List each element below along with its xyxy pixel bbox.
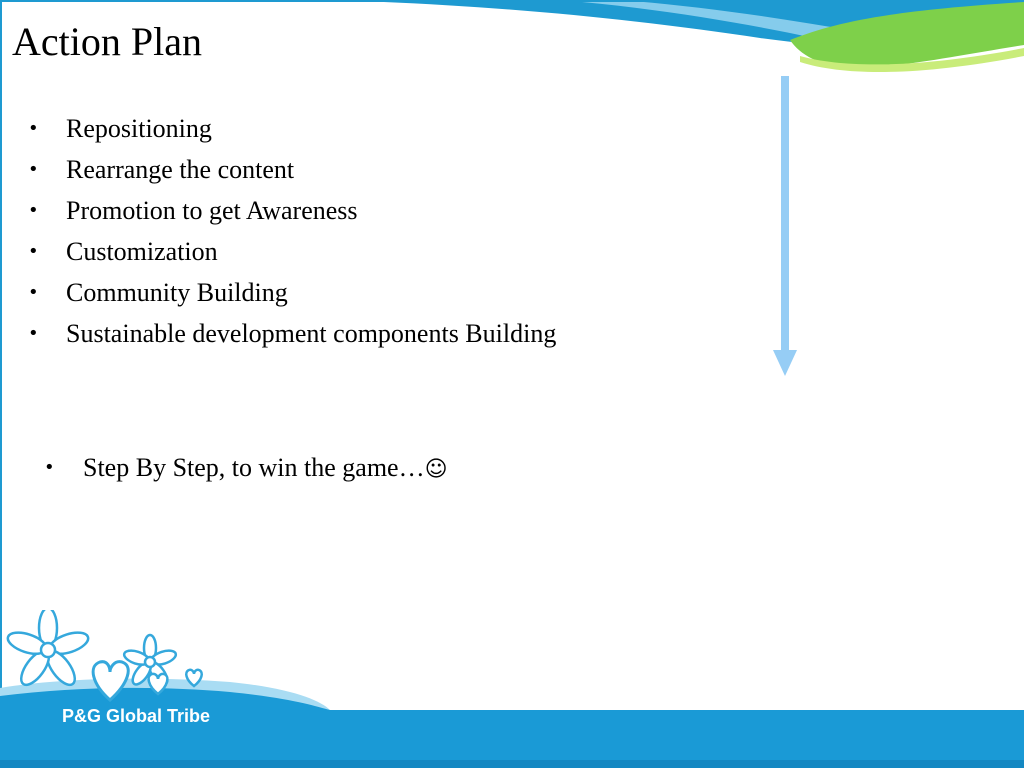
bullet-text: Rearrange the content	[66, 155, 295, 184]
bullet-item	[26, 272, 556, 313]
bullet-dot: •	[28, 241, 39, 262]
frame-top-border	[0, 0, 1024, 2]
flower-icon	[5, 610, 90, 689]
bullet-dot: •	[28, 200, 39, 221]
bullet-dot: •	[28, 118, 39, 139]
down-arrow-icon	[770, 76, 802, 378]
closing-bullet-list	[44, 450, 448, 488]
bullet-dot: •	[28, 282, 39, 303]
bullet-item	[26, 231, 556, 272]
bullet-text: Customization	[66, 237, 218, 266]
bullet-dot: •	[28, 323, 39, 344]
bullet-item	[26, 190, 556, 231]
bullet-dot: •	[44, 457, 55, 478]
bullet-item	[26, 313, 556, 354]
bullet-item	[26, 149, 556, 190]
closing-bullet-text: Step By Step, to win the game…	[83, 453, 425, 482]
smiley-icon: ☺	[424, 457, 448, 482]
bullet-text: Repositioning	[66, 114, 212, 143]
bullet-item	[26, 108, 556, 149]
footer-decoration	[0, 610, 1024, 768]
bullet-text: Sustainable development components Building	[66, 319, 557, 348]
bullet-text: Promotion to get Awareness	[66, 196, 358, 225]
bullet-dot: •	[28, 159, 39, 180]
bullet-text: Community Building	[66, 278, 288, 307]
slide-title: Action Plan	[12, 19, 202, 64]
footer-label: P&G Global Tribe	[62, 706, 211, 726]
closing-bullet-item	[44, 450, 448, 488]
bullet-list	[26, 108, 556, 354]
